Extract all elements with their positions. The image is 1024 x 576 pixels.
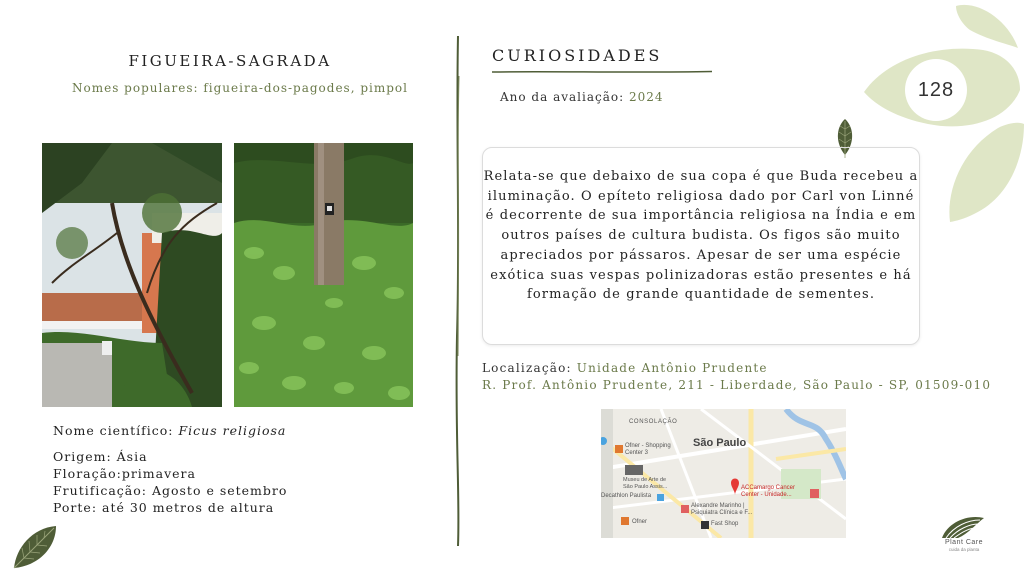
location-map[interactable] — [601, 409, 846, 538]
map-poi: São Paulo Assis... — [623, 484, 668, 490]
location-label: Localização: — [482, 361, 577, 375]
plant-care-logo — [938, 514, 988, 540]
size: Porte: até 30 metros de altura — [53, 500, 275, 515]
page-number: 128 — [917, 79, 955, 101]
plant-facts — [53, 448, 287, 516]
location-unit: Unidade Antônio Prudente — [576, 361, 768, 375]
leaf-icon — [10, 522, 60, 572]
map-poi: Center - Unidade... — [741, 492, 792, 498]
location — [482, 361, 768, 375]
map-poi: ACCamargo Cancer — [741, 485, 796, 491]
curiosities-text: Relata-se que debaixo de sua copa é que Buda recebeu a iluminação. O epíteto religiosa dado por Carl von Linné é decorrente de sua importância religiosa na Índia e em outros países de cultura budista. Os figos são muito apreciados por pássaros. Apesar de ser uma espécie exótica suas vespas polinizadoras estão presentes e há formação de grande quantidade de sementes. — [483, 169, 919, 303]
tree-trunk-photo — [234, 143, 413, 407]
scientific-label: Nome científico: — [53, 423, 179, 438]
brand-name: Plant Care — [944, 539, 984, 546]
flowering: Floração:primavera — [53, 466, 196, 481]
map-poi: Decathlon Paulista — [601, 493, 652, 499]
title-underline — [492, 70, 712, 74]
map-poi: Museu de Arte de — [623, 477, 667, 483]
scientific-value: Ficus religiosa — [178, 423, 287, 438]
map-poi: Ofner - Shopping — [625, 443, 671, 449]
plant-title: FIGUEIRA-SAGRADA — [128, 52, 332, 70]
evaluation-year — [500, 90, 664, 104]
curiosities-box — [482, 147, 920, 345]
fruiting: Frutificação: Agosto e setembro — [53, 483, 288, 498]
scientific-name — [53, 423, 286, 438]
popular-names: Nomes populares: figueira-dos-pagodes, pimpol — [72, 81, 408, 95]
origin: Origem: Ásia — [53, 449, 148, 464]
map-city: São Paulo — [693, 437, 747, 449]
year-label: Ano da avaliação: — [500, 90, 629, 104]
garden-photo — [42, 143, 222, 407]
map-poi: Alexandre Marinho | — [691, 503, 745, 509]
curiosities-title: CURIOSIDADES — [492, 46, 663, 65]
map-district: CONSOLAÇÃO — [629, 419, 678, 425]
brand-tagline: cuida da planta — [948, 547, 980, 552]
map-poi: Fast Shop — [711, 521, 739, 527]
map-poi: Center 3 — [625, 450, 649, 456]
year-value: 2024 — [628, 90, 664, 104]
column-divider — [453, 36, 463, 546]
map-poi: Ofner — [632, 519, 648, 525]
map-poi: Psiquiatra Clínica e F... — [691, 510, 753, 516]
address: R. Prof. Antônio Prudente, 211 - Liberdade, São Paulo - SP, 01509-010 — [482, 378, 992, 392]
